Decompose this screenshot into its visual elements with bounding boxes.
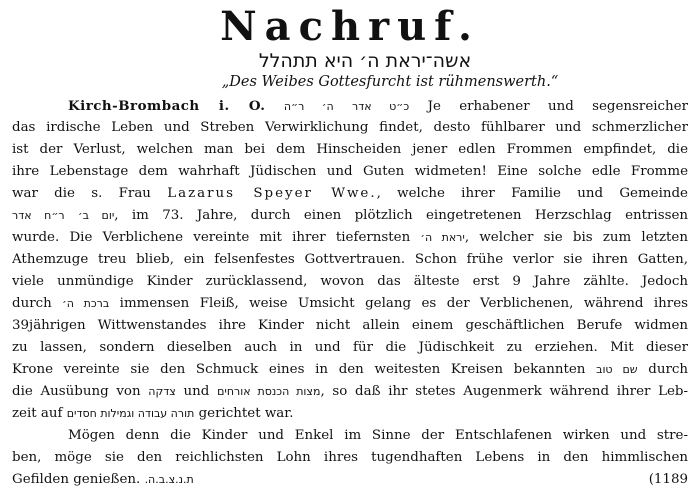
deceased-name: Lazarus Speyer Wwe. bbox=[167, 186, 377, 201]
text-span: war die s. Frau bbox=[12, 186, 151, 201]
text-span: , so daß ihr stetes Augenmerk während ihrer Leb- bbox=[320, 384, 688, 399]
text-line: ben, möge sie den reichlichsten Lohn ihres tugendhaften Lebens in den himmlischen bbox=[12, 450, 688, 465]
text-span: immensen Fleiß, weise Umsicht gelang es der Verblichenen, während ihres bbox=[119, 296, 688, 311]
text-span: gerichtet war. bbox=[198, 406, 294, 421]
motto-translation: „Des Weibes Gottesfurcht ist rühmenswerth.“ bbox=[221, 74, 559, 90]
text-span: die Ausübung von bbox=[12, 384, 141, 399]
hebrew-term: יראת ה׳ bbox=[420, 231, 465, 244]
hebrew-abbreviation: ת.נ.צ.ב.ה. bbox=[144, 473, 194, 486]
text-line bbox=[12, 381, 688, 403]
text-line bbox=[12, 95, 688, 117]
text-span: , welche ihrer Familie und Gemeinde bbox=[376, 186, 688, 201]
hebrew-date: ה׳ ר״ה bbox=[283, 100, 334, 113]
text-line bbox=[12, 359, 688, 381]
text-span: , welcher sie bis zum letzten bbox=[464, 230, 688, 245]
text-line: Mögen denn die Kinder und Enkel im Sinne der Entschlafenen wirken und stre- bbox=[68, 428, 688, 443]
article-title: Nachruf. bbox=[220, 3, 480, 50]
text-span: Je erhabener und segensreicher bbox=[427, 99, 688, 114]
text-line: Athemzuge treu blieb, ein felsenfestes Gottvertrauen. Schon frühe verlor sie ihren Gatten, bbox=[12, 252, 688, 267]
hebrew-motto: אשה־יראת ה׳ היא תתהלל bbox=[258, 50, 472, 72]
text-line bbox=[12, 293, 688, 315]
hebrew-term: צדקה bbox=[148, 385, 176, 398]
hebrew-day: יום ב׳ bbox=[78, 209, 115, 222]
text-line: 39jährigen Wittwenstandes ihre Kinder nicht allein einem geschäftlichen Berufe widmen bbox=[12, 318, 688, 333]
text-span: wurde. Die Verblichene vereinte mit ihrer tiefernsten bbox=[12, 230, 411, 245]
text-line bbox=[12, 227, 688, 249]
hebrew-term: תורה עבודה וגמילות חסדים bbox=[66, 407, 195, 420]
hebrew-term: שם טוב bbox=[596, 363, 638, 376]
text-line: ihre Lebenstage dem wahrhaft Jüdischen und Guten widmeten! Eine solche edle Fromme bbox=[12, 164, 688, 179]
text-span: Krone vereinte sie den Schmuck eines in den weitesten Kreisen bekannten bbox=[12, 362, 586, 377]
text-span: und bbox=[183, 384, 210, 399]
reference-number: (1189 bbox=[648, 472, 688, 487]
hebrew-term: מצות הכנסת אורחים bbox=[217, 385, 321, 398]
place-name: Kirch-Brombach i. O. bbox=[68, 98, 266, 114]
text-line bbox=[12, 403, 688, 425]
text-line: ist der Verlust, welchen man bei dem Hinscheiden jener edlen Frommen empfindet, die bbox=[12, 142, 688, 157]
text-span: durch bbox=[12, 296, 52, 311]
text-line: viele unmündige Kinder zurücklassend, wovon das älteste erst 9 Jahre zählte. Jedoch bbox=[12, 274, 688, 289]
paragraph-1 bbox=[12, 95, 688, 425]
text-line bbox=[12, 205, 688, 227]
text-span: Gefilden genießen. bbox=[12, 472, 141, 487]
text-line bbox=[12, 469, 688, 491]
text-line: zu lassen, sondern dieselben auch in und für die Jüdischkeit zu erziehen. Mit dieser bbox=[12, 340, 688, 355]
hebrew-date: כ״ט אדר bbox=[352, 100, 410, 113]
text-line bbox=[12, 183, 688, 205]
text-span: zeit auf bbox=[12, 406, 63, 421]
paragraph-2 bbox=[12, 425, 688, 491]
text-span: , im 73. Jahre, durch einen plötzlich eingetretenen Herzschlag entrissen bbox=[114, 208, 688, 223]
text-line: das irdische Leben und Streben Verwirklichung findet, desto fühlbarer und schmerzlicher bbox=[12, 120, 688, 135]
text-span: durch bbox=[648, 362, 688, 377]
hebrew-term: ברכת ה׳ bbox=[62, 297, 110, 310]
hebrew-date: ר״ח אדר bbox=[12, 209, 65, 222]
